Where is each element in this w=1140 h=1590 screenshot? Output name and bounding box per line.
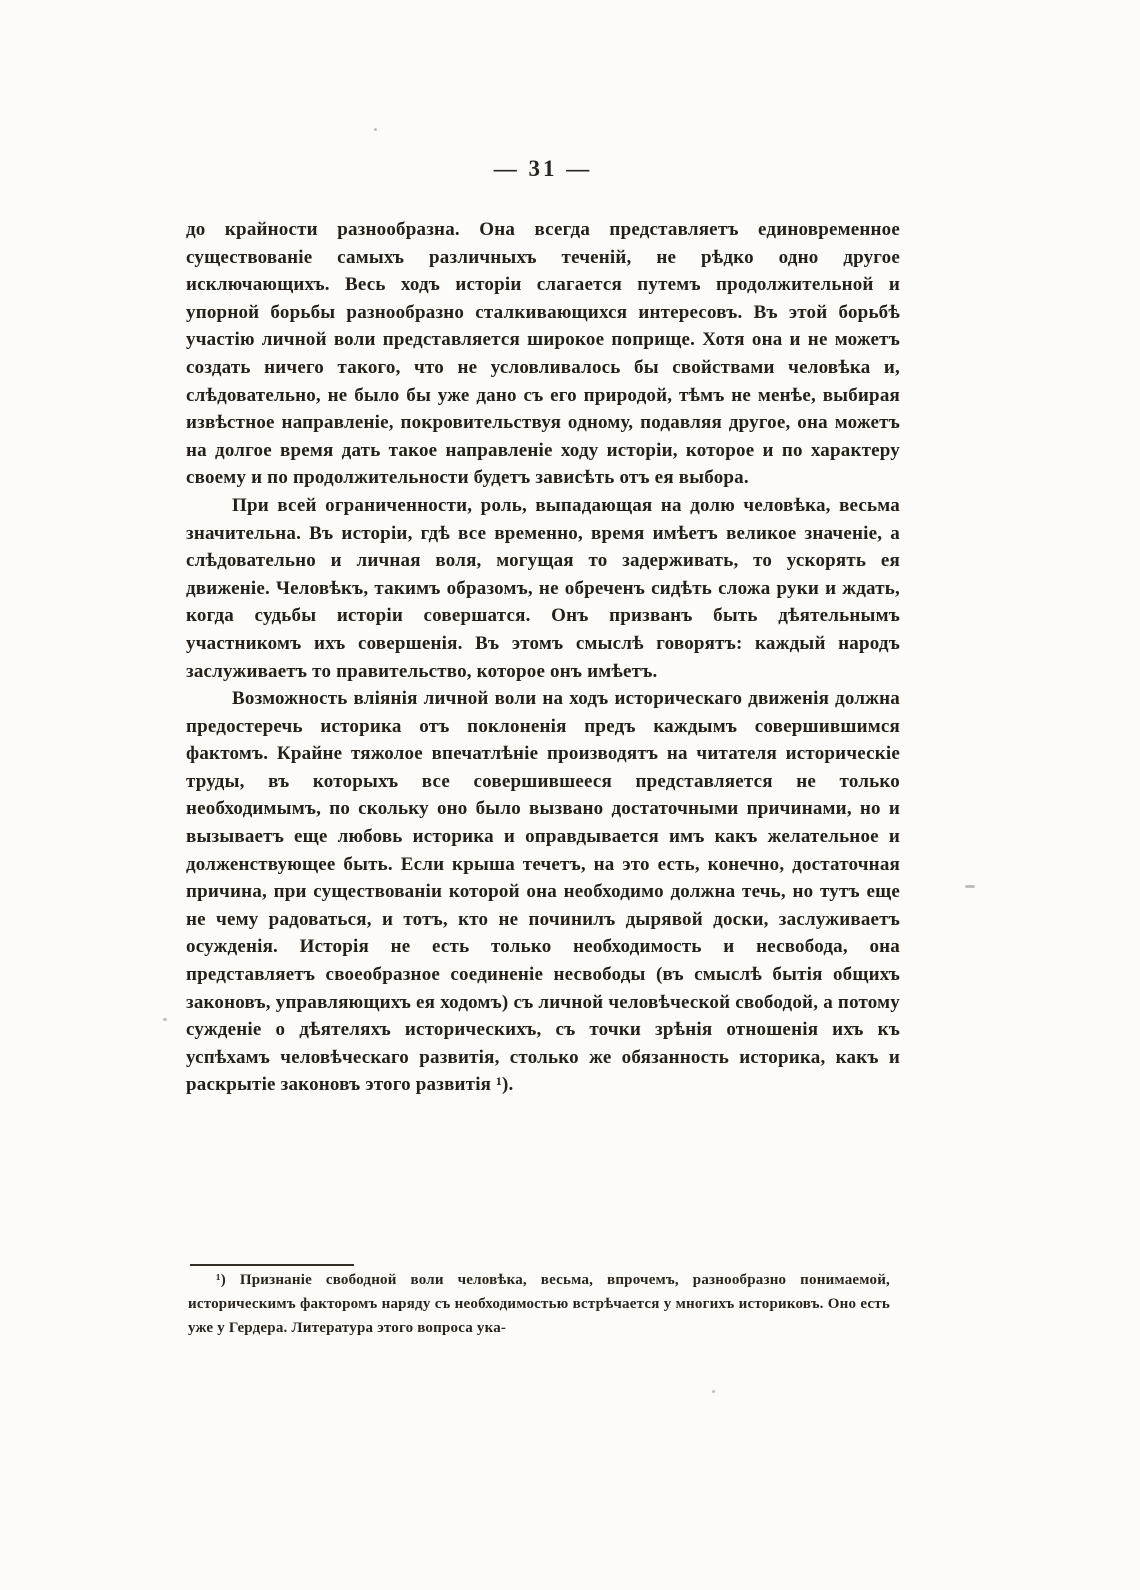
body-text [186,216,900,1099]
footnote-rule [190,1264,354,1266]
scan-speck [374,128,377,131]
page-number: — 31 — [493,156,593,181]
footnote: ¹) Признаніе свободной воли человѣка, весьма, впрочемъ, разнообразно понимаемой, историческимъ факторомъ наряду съ необходимостью встрѣчается у многихъ историковъ. Оно есть уже у Гердера. Литература этого вопроса ука- [188,1272,890,1336]
paragraph: Возможность вліянія личной воли на ходъ историческаго движенія должна предостеречь историка отъ поклоненія предъ каждымъ совершившимся фактомъ. Крайне тяжолое впечатлѣніе производятъ на читателя историческіе труды, въ которыхъ все совершившееся представляется не только необходимымъ, по скольку оно было вызвано достаточными причинами, но и вызываетъ еще любовь историка и оправдывается имъ какъ желательное и долженствующее быть. Если крыша течетъ, на это есть, конечно, достаточная причина, при существованіи которой она необходимо должна течь, но тутъ еще не чему радоваться, и тотъ, кто не починилъ дырявой доски, заслуживаетъ осужденія. Исторія не есть только необходимость и несвобода, она представляетъ своеобразное соединеніе несвободы (въ смыслѣ бытія общихъ законовъ, управляющихъ ея ходомъ) съ личной человѣческой свободой, а потому сужденіе о дѣятеляхъ историческихъ, съ точки зрѣнія отношенія ихъ къ успѣхамъ человѣческаго развитія, столько же обязанность историка, какъ и раскрытіе законовъ этого развитія ¹). [186,688,900,1096]
scan-speck [163,1018,167,1021]
scan-speck [712,1390,715,1393]
paragraph: до крайности разнообразна. Она всегда представляетъ единовременное существованіе самыхъ различныхъ теченій, не рѣдко одно другое исключающихъ. Весь ходъ исторіи слагается путемъ продолжительной и упорной борьбы разнообразно сталкивающихся интересовъ. Въ этой борьбѣ участію личной воли представляется широкое поприще. Хотя она и не можетъ создать ничего такого, что не условливалось бы свойствами человѣка и, слѣдовательно, не было бы уже дано съ его природой, тѣмъ не менѣе, выбирая извѣстное направленіе, покровительствуя одному, подавляя другое, она можетъ на долгое время дать такое направленіе ходу исторіи, которое и по характеру своему и по продолжительности будетъ зависѣть отъ ея выбора. [186,219,900,489]
scan-speck [965,885,975,888]
paragraph: При всей ограниченности, роль, выпадающая на долю человѣка, весьма значительна. Въ исторіи, гдѣ все временно, время имѣетъ великое значеніе, а слѣдовательно и личная воля, могущая то задерживать, то ускорять ея движеніе. Человѣкъ, такимъ образомъ, не обреченъ сидѣть сложа руки и ждать, когда судьбы исторіи совершатся. Онъ призванъ быть дѣятельнымъ участникомъ ихъ совершенія. Въ этомъ смыслѣ говорятъ: каждый народъ заслуживаетъ то правительство, которое онъ имѣетъ. [186,494,900,682]
